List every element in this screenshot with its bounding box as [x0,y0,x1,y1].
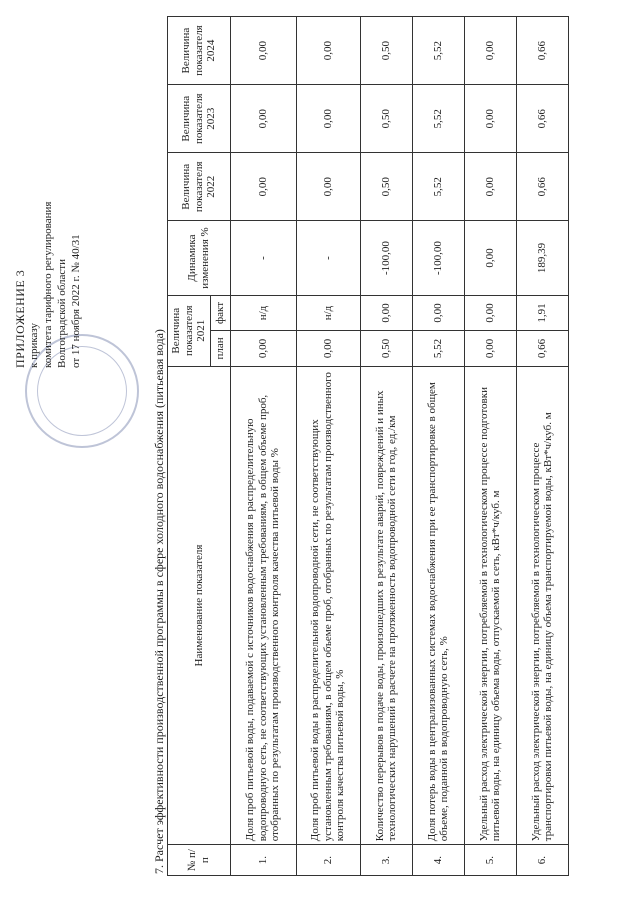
value-2024: 5,52 [412,17,464,85]
table-row [412,17,464,876]
value-fact-2021: 1,91 [516,295,568,330]
col-name-header: Наименование показателя [168,366,231,845]
value-plan-2021: 0,00 [464,331,516,366]
col-fact-header: факт [210,295,230,330]
appendix-line: к приказу [28,322,40,368]
indicator-name: Доля проб питьевой воды в распределительной водопроводной сети, не соответствующих установленным требованиям, в общем объеме проб, отобранных по результатам производственного контроля качества питьевой воды, % [296,366,360,845]
value-2023: 5,52 [412,85,464,153]
indicator-name: Удельный расход электрической энергии, потребляемой в технологическом процессе транспортировки питьевой воды, на единицу объема транспортируемой воды, кВт*ч/куб. м [516,366,568,845]
indicator-name: Доля проб питьевой воды, подаваемой с источников водоснабжения в распределительную водопроводную сеть, не соответствующих установленным требованиям, в общем объеме проб, отобранных по результатам производственного контроля качества питьевой воды % [230,366,296,845]
value-2024: 0,00 [464,17,516,85]
value-2022: 0,00 [296,153,360,221]
table-row [230,17,296,876]
indicator-name: Доля потерь воды в централизованных системах водоснабжения при ее транспортировке в общем объеме, поданной в водопроводную сеть, % [412,366,464,845]
value-2024: 0,00 [296,17,360,85]
value-2022: 5,52 [412,153,464,221]
row-number: 2. [296,845,360,876]
table-row [464,17,516,876]
value-fact-2021: н/д [296,295,360,330]
value-fact-2021: 0,00 [412,295,464,330]
col-2023-header: Величина показателя 2023 [168,85,231,153]
col-dynamics-header: Динамика изменения % [168,221,231,295]
value-dynamics: 189,39 [516,221,568,295]
value-2023: 0,66 [516,85,568,153]
value-fact-2021: н/д [230,295,296,330]
value-2024: 0,66 [516,17,568,85]
value-dynamics: - [296,221,360,295]
value-plan-2021: 0,50 [360,331,412,366]
indicator-name: Количество перерывов в подаче воды, произошедших в результате аварий, повреждений и иных технологических нарушений в расчете на протяженность водопроводной сети в год, ед./км [360,366,412,845]
value-plan-2021: 0,66 [516,331,568,366]
rotated-page [5,8,620,888]
value-2024: 0,50 [360,17,412,85]
efficiency-table [167,16,569,876]
appendix-label: ПРИЛОЖЕНИЕ 3 [13,269,27,368]
value-2022: 0,00 [230,153,296,221]
table-row [360,17,412,876]
value-2023: 0,00 [296,85,360,153]
col-num-header: № п/п [168,845,231,876]
indicator-name: Удельный расход электрической энергии, потребляемой в технологическом процессе подготовки питьевой воды, на единицу объема воды, отпускаемой в сеть, кВт*ч/куб. м [464,366,516,845]
appendix-date: от 17 ноября 2022 г. № 40/31 [70,234,82,368]
value-plan-2021: 5,52 [412,331,464,366]
value-2024: 0,00 [230,17,296,85]
row-number: 5. [464,845,516,876]
value-dynamics: - [230,221,296,295]
value-dynamics: 0,00 [464,221,516,295]
col-2024-header: Величина показателя 2024 [168,17,231,85]
table-row [296,17,360,876]
value-2022: 0,00 [464,153,516,221]
value-2023: 0,00 [230,85,296,153]
appendix-line: комитета тарифного регулирования [42,201,54,368]
table-row [516,17,568,876]
appendix-line: Волгоградской области [56,259,68,368]
value-2023: 0,00 [464,85,516,153]
value-dynamics: -100,00 [412,221,464,295]
row-number: 6. [516,845,568,876]
value-2022: 0,66 [516,153,568,221]
row-number: 1. [230,845,296,876]
value-2022: 0,50 [360,153,412,221]
col-plan-header: план [210,331,230,366]
row-number: 3. [360,845,412,876]
section-title: 7. Расчет эффективности производственной программы в сфере холодного водоснабжения (питьевая вода) [152,329,166,874]
value-fact-2021: 0,00 [360,295,412,330]
col-2022-header: Величина показателя 2022 [168,153,231,221]
row-number: 4. [412,845,464,876]
value-plan-2021: 0,00 [296,331,360,366]
value-2023: 0,50 [360,85,412,153]
value-fact-2021: 0,00 [464,295,516,330]
appendix-header [13,48,83,368]
col-2021-header: Величина показателя 2021 [168,295,211,366]
value-plan-2021: 0,00 [230,331,296,366]
value-dynamics: -100,00 [360,221,412,295]
